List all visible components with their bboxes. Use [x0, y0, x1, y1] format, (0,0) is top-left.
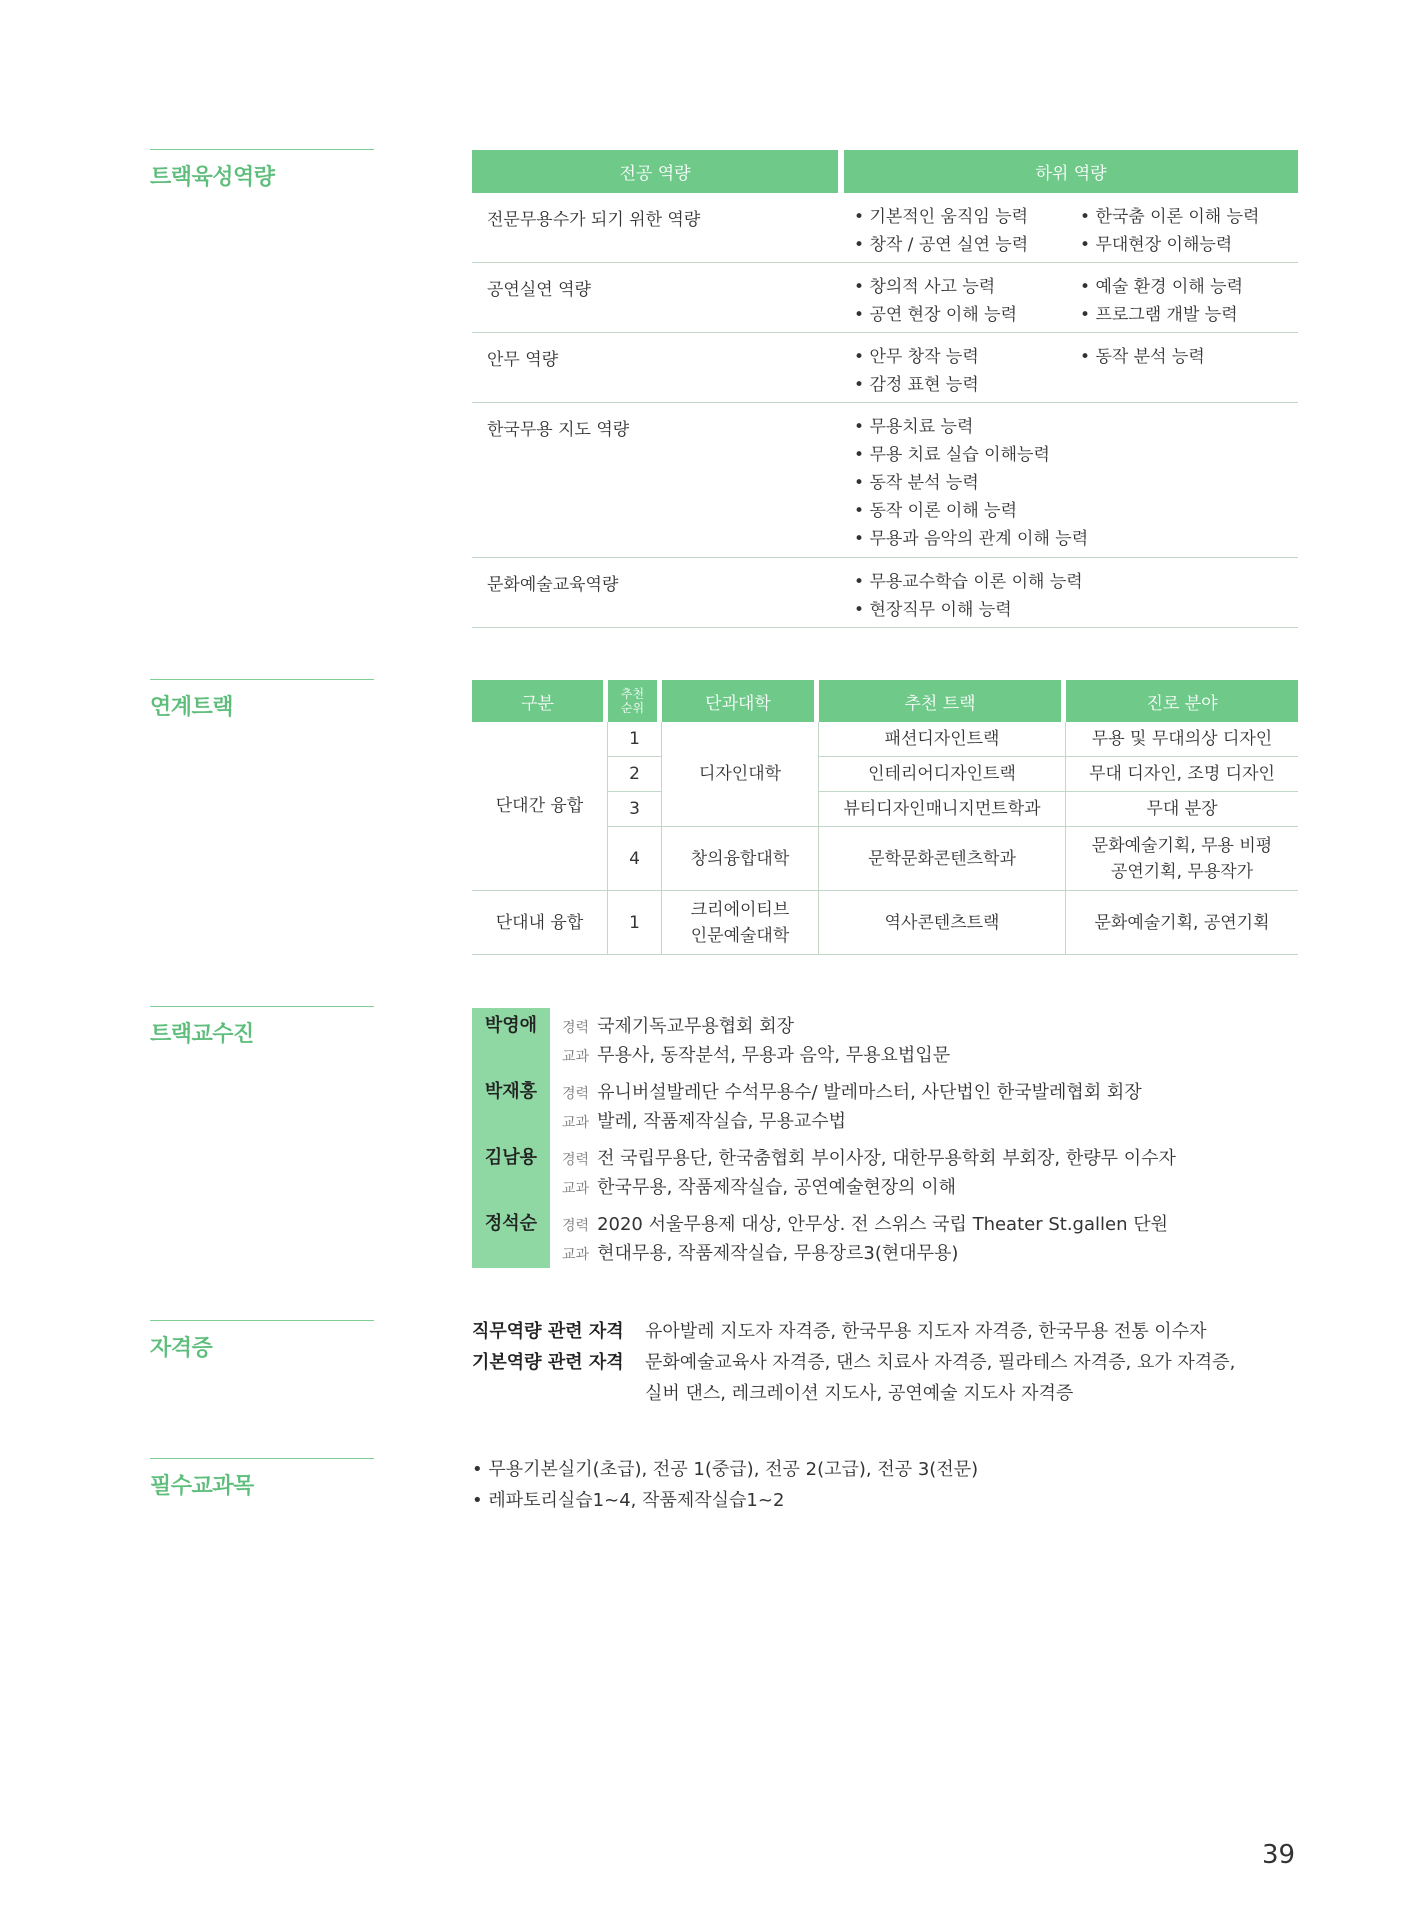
table-row — [472, 558, 1298, 628]
faculty-member — [472, 1206, 1298, 1272]
faculty-list — [472, 1008, 1298, 1272]
sub-competency-item: • 무용과 음악의 관계 이해 능력 — [854, 525, 1088, 553]
header-rank: 추천 순위 — [608, 680, 662, 722]
page-number: 39 — [1262, 1840, 1296, 1870]
competency-table-header — [472, 150, 1298, 193]
faculty-name: 정석순 — [484, 1213, 538, 1234]
college-cell: 창의융합대학 — [662, 827, 819, 891]
career-cell: 무대 분장 — [1066, 792, 1298, 827]
rank-cell: 1 — [608, 891, 662, 955]
list-item: • 무용기본실기(초급), 전공 1(중급), 전공 2(고급), 전공 3(전문) — [472, 1454, 978, 1485]
major-competency: 전문무용수가 되기 위한 역량 — [487, 210, 701, 230]
header-sub-competency: 하위 역량 — [844, 150, 1298, 193]
rank-cell: 3 — [608, 792, 662, 827]
faculty-career: 유니버설발레단 수석무용수/ 발레마스터, 사단법인 한국발레협회 회장 — [597, 1082, 1142, 1103]
table-row — [472, 333, 1298, 403]
sub-competency-item: • 예술 환경 이해 능력 — [1080, 273, 1243, 301]
college-cell: 디자인대학 — [662, 722, 819, 827]
sub-competency-item: • 안무 창작 능력 — [854, 343, 1080, 371]
header-career-field: 진로 분야 — [1066, 680, 1298, 722]
section-label-certificates: 자격증 — [150, 1320, 374, 1362]
list-item: • 레파토리실습1~4, 작품제작실습1~2 — [472, 1485, 978, 1516]
faculty-courses: 발레, 작품제작실습, 무용교수법 — [597, 1111, 846, 1132]
category-cell: 단대간 융합 — [472, 722, 608, 891]
header-major-competency: 전공 역량 — [472, 150, 838, 193]
sub-competency-item: • 프로그램 개발 능력 — [1080, 301, 1243, 329]
table-row — [472, 193, 1298, 263]
track-cell: 문학문화콘텐츠학과 — [819, 827, 1066, 891]
faculty-member — [472, 1074, 1298, 1140]
header-category: 구분 — [472, 680, 608, 722]
faculty-member — [472, 1008, 1298, 1074]
sub-competency-item: • 동작 분석 능력 — [854, 469, 1088, 497]
career-tag: 경력 — [562, 1086, 590, 1102]
course-tag: 교과 — [562, 1115, 590, 1131]
section-label-competency: 트랙육성역량 — [150, 149, 374, 191]
major-competency: 문화예술교육역량 — [487, 575, 619, 595]
sub-competency-item: • 공연 현장 이해 능력 — [854, 301, 1080, 329]
faculty-member — [472, 1140, 1298, 1206]
sub-competency-item: • 무용 치료 실습 이해능력 — [854, 441, 1088, 469]
career-tag: 경력 — [562, 1020, 590, 1036]
faculty-name: 김남용 — [484, 1147, 538, 1168]
header-college: 단과대학 — [662, 680, 819, 722]
sub-competency-item: • 창의적 사고 능력 — [854, 273, 1080, 301]
track-cell: 패션디자인트랙 — [819, 722, 1066, 757]
faculty-name: 박영애 — [484, 1015, 538, 1036]
sub-competency-item: • 동작 이론 이해 능력 — [854, 497, 1088, 525]
competency-table — [472, 150, 1298, 628]
major-competency: 공연실연 역량 — [487, 280, 591, 300]
course-tag: 교과 — [562, 1049, 590, 1065]
category-cell: 단대내 융합 — [472, 891, 608, 955]
sub-competency-item: • 한국춤 이론 이해 능력 — [1080, 203, 1259, 231]
faculty-career: 국제기독교무용협회 회장 — [597, 1016, 795, 1037]
faculty-courses: 현대무용, 작품제작실습, 무용장르3(현대무용) — [597, 1243, 959, 1264]
job-cert-value: 유아발레 지도자 자격증, 한국무용 지도자 자격증, 한국무용 전통 이수자 — [645, 1321, 1207, 1342]
section-label-linked-track: 연계트랙 — [150, 679, 374, 721]
track-cell: 뷰티디자인매니지먼트학과 — [819, 792, 1066, 827]
table-row — [472, 263, 1298, 333]
basic-cert-value: 실버 댄스, 레크레이션 지도사, 공연예술 지도사 자격증 — [645, 1383, 1074, 1404]
job-cert-label: 직무역량 관련 자격 — [472, 1321, 624, 1342]
sub-competency-item: • 무용치료 능력 — [854, 413, 1088, 441]
table-row — [472, 403, 1298, 558]
sub-competency-item: • 무용교수학습 이론 이해 능력 — [854, 568, 1083, 596]
required-courses-list — [472, 1454, 978, 1516]
rank-cell: 2 — [608, 757, 662, 792]
major-competency: 안무 역량 — [487, 350, 559, 370]
career-tag: 경력 — [562, 1152, 590, 1168]
career-cell: 무용 및 무대의상 디자인 — [1066, 722, 1298, 757]
faculty-name: 박재홍 — [484, 1081, 538, 1102]
course-tag: 교과 — [562, 1247, 590, 1263]
section-label-required-courses: 필수교과목 — [150, 1458, 374, 1500]
career-cell: 문화예술기획, 무용 비평 공연기획, 무용작가 — [1066, 827, 1298, 891]
course-tag: 교과 — [562, 1181, 590, 1197]
table-row — [472, 722, 1298, 757]
rank-cell: 4 — [608, 827, 662, 891]
faculty-courses: 무용사, 동작분석, 무용과 음악, 무용요법입문 — [597, 1045, 951, 1066]
rank-cell: 1 — [608, 722, 662, 757]
table-row — [472, 891, 1298, 955]
sub-competency-item: • 동작 분석 능력 — [1080, 343, 1205, 371]
career-cell: 문화예술기획, 공연기획 — [1066, 891, 1298, 955]
basic-cert-value: 문화예술교육사 자격증, 댄스 치료사 자격증, 필라테스 자격증, 요가 자격증, — [645, 1352, 1236, 1373]
track-cell: 인테리어디자인트랙 — [819, 757, 1066, 792]
sub-competency-item: • 감정 표현 능력 — [854, 371, 1080, 399]
sub-competency-item: • 기본적인 움직임 능력 — [854, 203, 1080, 231]
sub-competency-item: • 창작 / 공연 실연 능력 — [854, 231, 1080, 259]
career-tag: 경력 — [562, 1218, 590, 1234]
faculty-courses: 한국무용, 작품제작실습, 공연예술현장의 이해 — [597, 1177, 957, 1198]
career-cell: 무대 디자인, 조명 디자인 — [1066, 757, 1298, 792]
track-cell: 역사콘텐츠트랙 — [819, 891, 1066, 955]
header-recommended-track: 추천 트랙 — [819, 680, 1066, 722]
sub-competency-item: • 현장직무 이해 능력 — [854, 596, 1083, 624]
section-label-faculty: 트랙교수진 — [150, 1006, 374, 1048]
faculty-career: 전 국립무용단, 한국춤협회 부이사장, 대한무용학회 부회장, 한량무 이수자 — [597, 1148, 1176, 1169]
basic-cert-label: 기본역량 관련 자격 — [472, 1352, 624, 1373]
major-competency: 한국무용 지도 역량 — [487, 420, 630, 440]
linked-track-table — [472, 680, 1298, 955]
certificates-block — [472, 1316, 1285, 1409]
faculty-career: 2020 서울무용제 대상, 안무상. 전 스위스 국립 Theater St.gallen 단원 — [597, 1214, 1168, 1235]
sub-competency-item: • 무대현장 이해능력 — [1080, 231, 1259, 259]
college-cell: 크리에이티브 인문예술대학 — [662, 891, 819, 955]
